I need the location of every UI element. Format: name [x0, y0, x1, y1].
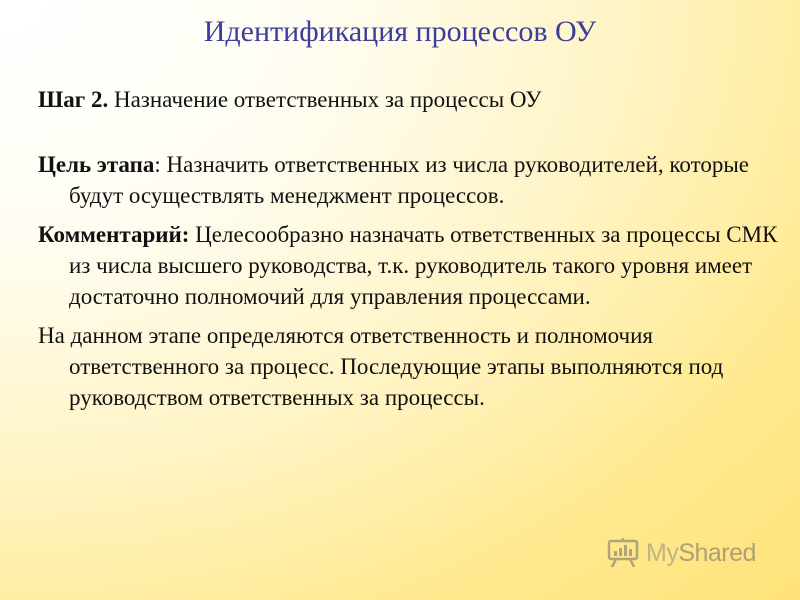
- slide-title: Идентификация процессов ОУ: [203, 15, 597, 48]
- goal-separator: :: [154, 152, 161, 177]
- watermark-text: [646, 539, 756, 568]
- step-paragraph: [38, 84, 778, 115]
- myshared-watermark: [606, 536, 766, 570]
- comment-label: Комментарий:: [38, 222, 190, 247]
- note-text: На данном этапе определяются ответственность и полномочия ответственного за процесс. Последующие этапы выполняются под руководством ответственных за процессы.: [38, 323, 724, 410]
- goal-text: Назначить ответственных из числа руководителей, которые будут осуществлять менеджмент процессов.: [69, 152, 750, 208]
- watermark-my: My: [646, 538, 679, 567]
- watermark-shared: Shared: [678, 538, 756, 567]
- comment-paragraph: [38, 219, 778, 312]
- goal-paragraph: [38, 149, 778, 211]
- slide-content: [38, 84, 778, 421]
- step-text: Назначение ответственных за процессы ОУ: [113, 87, 542, 112]
- presentation-board-icon: [606, 537, 640, 569]
- goal-label: Цель этапа: [38, 152, 155, 177]
- note-paragraph: [38, 320, 778, 413]
- comment-text: Целесообразно назначать ответственных за процессы СМК из числа высшего руководства, т.к. руководитель такого уровня имеет достаточно полномочий для управления процессами.: [69, 222, 778, 309]
- step-label: Шаг 2.: [38, 87, 109, 112]
